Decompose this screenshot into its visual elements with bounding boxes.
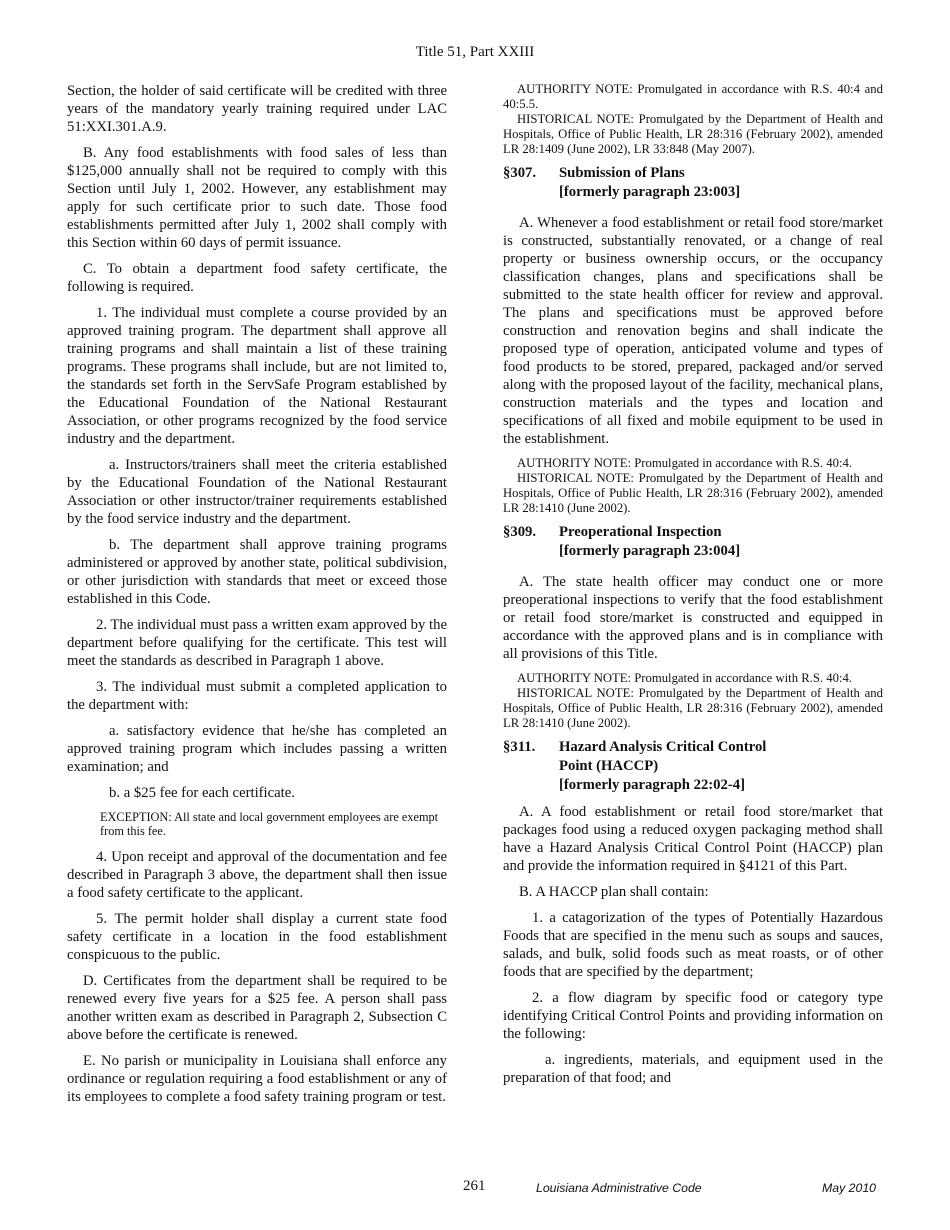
page-footer <box>0 1178 950 1198</box>
paragraph-c-3: 3. The individual must submit a completed application to the department with: <box>67 679 447 713</box>
paragraph-intro: Section, the holder of said certificate will be credited with three years of the mandatory yearly training required under LAC 51:XXI.301.A.9. <box>67 83 447 135</box>
paragraph-c-2: 2. The individual must pass a written exam approved by the department before qualifying for the certificate. This test will meet the standards as described in Paragraph 1 above. <box>67 617 447 669</box>
paragraph-311-b-2: 2. a flow diagram by specific food or category type identifying Critical Control Points and providing information on the following: <box>503 990 883 1042</box>
section-number: §309. <box>503 524 537 540</box>
footer-date: May 2010 <box>822 1181 877 1195</box>
paragraph-c-1-a: a. Instructors/trainers shall meet the criteria established by the Educational Foundation of the National Restaurant Association or other instructor/trainer requirements established by the food service industry and the department. <box>67 457 447 527</box>
section-title-line: Hazard Analysis Critical Control <box>559 739 767 755</box>
section-number: §311. <box>503 739 536 755</box>
paragraph-c-5: 5. The permit holder shall display a current state food safety certificate in a location in the food establishment conspicuous to the public. <box>67 911 447 963</box>
section-title <box>559 523 740 561</box>
paragraph-c: C. To obtain a department food safety certificate, the following is required. <box>67 261 447 295</box>
section-title-line: Preoperational Inspection <box>559 524 722 540</box>
section-title-line: Submission of Plans <box>559 165 685 181</box>
authority-note: AUTHORITY NOTE: Promulgated in accordance with R.S. 40:4. <box>517 456 852 470</box>
paragraph-c-1-b: b. The department shall approve training programs administered or approved by another state, political subdivision, or other jurisdiction with standards that meet or exceed those established in this Code. <box>67 537 447 607</box>
paragraph-d: D. Certificates from the department shall be required to be renewed every five years for a $25 fee. A person shall pass another written exam as described in Paragraph 2, Subsection C above before the certificate is renewed. <box>67 973 447 1043</box>
paragraph-c-4: 4. Upon receipt and approval of the documentation and fee described in Paragraph 3 above, the department shall then issue a food safety certificate to the applicant. <box>67 849 447 901</box>
footer-publication: Louisiana Administrative Code <box>536 1181 702 1195</box>
section-title <box>559 738 766 795</box>
right-column <box>503 82 883 1095</box>
exception-note: EXCEPTION: All state and local government employees are exempt from this fee. <box>100 810 439 838</box>
historical-note: HISTORICAL NOTE: Promulgated by the Department of Health and Hospitals, Office of Public Health, LR 28:316 (February 2002), amended LR 28:1410 (June 2002). <box>503 686 883 730</box>
section-title <box>559 164 740 202</box>
paragraph-311-a: A. A food establishment or retail food store/market that packages food using a reduced oxygen packaging method shall have a Hazard Analysis Critical Control Point (HACCP) plan and provide the information required in §4121 of this Part. <box>503 804 883 874</box>
section-title-line: [formerly paragraph 23:004] <box>559 543 741 559</box>
paragraph-c-3-a: a. satisfactory evidence that he/she has completed an approved training program which includes passing a written examination; and <box>67 723 447 775</box>
paragraph-311-b: B. A HACCP plan shall contain: <box>519 884 709 900</box>
historical-note: HISTORICAL NOTE: Promulgated by the Department of Health and Hospitals, Office of Public Health, LR 28:316 (February 2002), amended LR 28:1410 (June 2002). <box>503 471 883 515</box>
section-heading-307 <box>503 164 883 202</box>
page-header-title: Title 51, Part XXIII <box>415 44 535 60</box>
paragraph-c-3-b: b. a $25 fee for each certificate. <box>109 785 295 801</box>
paragraph-311-b-1: 1. a catagorization of the types of Potentially Hazardous Foods that are specified in the menu such as soups and sauces, salads, and bulk, solid foods such as meat roasts, or of other foods that are specified by the department; <box>503 910 883 980</box>
page-number: 261 <box>463 1178 486 1194</box>
section-title-line: Point (HACCP) <box>559 758 659 774</box>
historical-note: HISTORICAL NOTE: Promulgated by the Department of Health and Hospitals, Office of Public Health, LR 28:316 (February 2002), amended LR 28:1409 (June 2002), LR 33:848 (May 2007). <box>503 112 883 156</box>
paragraph-311-b-2-a: a. ingredients, materials, and equipment used in the preparation of that food; and <box>503 1052 883 1086</box>
authority-note: AUTHORITY NOTE: Promulgated in accordance with R.S. 40:4. <box>517 671 852 685</box>
section-title-line: [formerly paragraph 22:02-4] <box>559 777 745 793</box>
paragraph-e: E. No parish or municipality in Louisiana shall enforce any ordinance or regulation requiring a food establishment or any of its employees to complete a food safety training program or test. <box>67 1053 447 1105</box>
paragraph-309-a: A. The state health officer may conduct one or more preoperational inspections to verify that the food establishment or retail food store/market is constructed and equipped in accordance with the approved plans and is in compliance with all provisions of this Title. <box>503 574 883 662</box>
section-heading-311 <box>503 738 883 795</box>
section-heading-309 <box>503 523 883 561</box>
paragraph-c-1: 1. The individual must complete a course provided by an approved training program. The department shall approve all training programs and shall maintain a list of these training programs. These programs shall include, but are not limited to, the standards set forth in the ServSafe Program established by the Educational Foundation of the National Restaurant Association, or other programs recognized by the food service industry and the department. <box>67 305 447 447</box>
authority-note: AUTHORITY NOTE: Promulgated in accordance with R.S. 40:4 and 40:5.5. <box>503 82 883 111</box>
page-header <box>0 44 950 61</box>
paragraph-307-a: A. Whenever a food establishment or retail food store/market is constructed, substantially renovated, or a change of real property or business ownership occurs, or the occupancy classification changes, plans and specifications shall be submitted to the state health officer for review and approval. The plans and specifications must be approved before construction and renovation begins and shall indicate the proposed type of operation, anticipated volume and types of food products to be stored, prepared, packaged and/or served along with the proposed layout of the facility, mechanical plans, construction materials and the types and location and specifications of all fixed and mobile equipment to be used in the establishment. <box>503 215 883 447</box>
paragraph-b: B. Any food establishments with food sales of less than $125,000 annually shall not be required to comply with this Section until July 1, 2002. However, any establishment may apply for such certificate prior to such date. Those food establishments permitted after July 1, 2002 shall comply with this Section within 60 days of permit issuance. <box>67 145 447 251</box>
section-number: §307. <box>503 165 537 181</box>
section-title-line: [formerly paragraph 23:003] <box>559 184 741 200</box>
left-column <box>67 82 447 1114</box>
